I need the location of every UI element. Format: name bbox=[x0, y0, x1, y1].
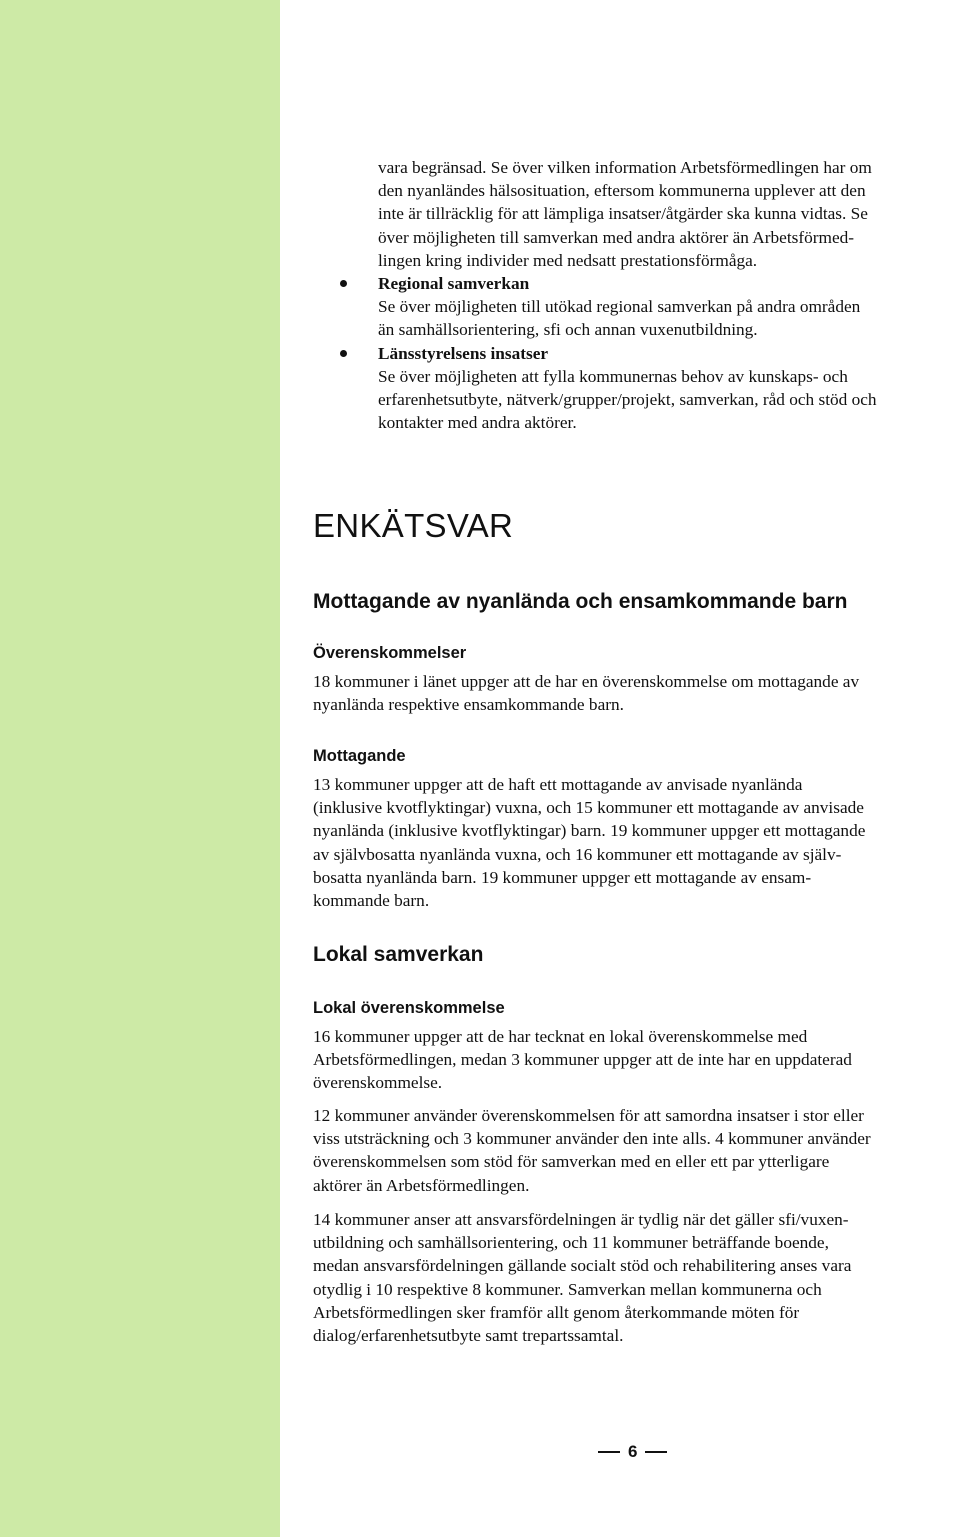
text-line: viss utsträckning och 3 kommuner använder den inte alls. 4 kommuner använder bbox=[313, 1129, 871, 1149]
bullet-line: Se över möjligheten till utökad regional samverkan på andra områden bbox=[378, 297, 861, 317]
bullet-line: erfarenhetsutbyte, nätverk/grupper/projekt, samverkan, råd och stöd och bbox=[378, 390, 877, 410]
text-line: inte är tillräcklig för att lämpliga insatser/åtgärder ska kunna vidtas. Se bbox=[378, 204, 868, 224]
text-line: lingen kring individer med nedsatt prestationsförmåga. bbox=[378, 250, 758, 270]
text-line: utbildning och samhällsorientering, och 11 kommuner beträffande boende, bbox=[313, 1233, 829, 1253]
bullet-line: kontakter med andra aktörer. bbox=[378, 413, 577, 433]
main-heading: ENKÄTSVAR bbox=[313, 507, 514, 544]
subsection-heading: Mottagande bbox=[313, 747, 406, 765]
text-line: otydlig i 10 respektive 8 kommuner. Samverkan mellan kommunerna och bbox=[313, 1279, 822, 1299]
intro-paragraph bbox=[378, 156, 958, 272]
text-line: av självbosatta nyanlända vuxna, och 16 kommuner ett mottagande av själv- bbox=[313, 844, 842, 864]
text-line: 14 kommuner anser att ansvarsfördelningen är tydlig när det gäller sfi/vuxen- bbox=[313, 1210, 849, 1229]
text-line: kommande barn. bbox=[313, 891, 430, 911]
text-line: nyanlända (inklusive kvotflyktingar) barn. 19 kommuner uppger ett mottagande bbox=[313, 821, 866, 841]
text-line: nyanlända respektive ensamkommande barn. bbox=[313, 695, 624, 715]
text-line: medan ansvarsfördelningen gällande socialt stöd och rehabilitering anses vara bbox=[313, 1256, 852, 1276]
list-item bbox=[313, 342, 958, 435]
body-paragraph bbox=[313, 1104, 958, 1197]
subsection-heading: Lokal överenskommelse bbox=[313, 999, 505, 1017]
page-number-text: 6 bbox=[628, 1442, 638, 1461]
page-number bbox=[598, 1440, 667, 1464]
text-line: överenskommelsen som stöd för samverkan med en eller ett par ytterligare bbox=[313, 1152, 830, 1172]
list-item bbox=[313, 272, 958, 342]
text-line: 18 kommuner i länet uppger att de har en överenskommelse om mottagande av bbox=[313, 672, 860, 691]
body-paragraph bbox=[313, 773, 958, 912]
section-heading: Lokal samverkan bbox=[313, 943, 484, 966]
text-line: dialog/erfarenhetsutbyte samt trepartssamtal. bbox=[313, 1326, 624, 1346]
text-line: över möjligheten till samverkan med andra aktörer än Arbetsförmed- bbox=[378, 227, 855, 247]
dash-decoration bbox=[598, 1451, 620, 1453]
text-line: överenskommelse. bbox=[313, 1073, 443, 1093]
text-line: Arbetsförmedlingen sker framför allt genom återkommande möten för bbox=[313, 1302, 800, 1322]
bullet-icon bbox=[340, 350, 347, 357]
body-paragraph bbox=[313, 670, 958, 716]
bullet-line: Se över möjligheten att fylla kommunernas behov av kunskaps- och bbox=[378, 366, 848, 386]
text-line: 13 kommuner uppger att de haft ett mottagande av anvisade nyanlända bbox=[313, 775, 803, 794]
text-line: aktörer än Arbetsförmedlingen. bbox=[313, 1175, 530, 1195]
body-paragraph bbox=[313, 1025, 958, 1095]
text-line: vara begränsad. Se över vilken information Arbetsförmedlingen har om bbox=[378, 158, 872, 177]
section-heading: Mottagande av nyanlända och ensamkommande barn bbox=[313, 590, 848, 613]
body-paragraph bbox=[313, 1208, 958, 1347]
bullet-line: än samhällsorientering, sfi och annan vuxenutbildning. bbox=[378, 320, 758, 340]
bullet-icon bbox=[340, 280, 347, 287]
text-line: 12 kommuner använder överenskommelsen för att samordna insatser i stor eller bbox=[313, 1106, 864, 1125]
text-line: bosatta nyanlända barn. 19 kommuner uppger ett mottagande av ensam- bbox=[313, 867, 812, 887]
bullet-title: Regional samverkan bbox=[378, 274, 530, 293]
text-line: 16 kommuner uppger att de har tecknat en lokal överenskommelse med bbox=[313, 1027, 808, 1046]
text-line: (inklusive kvotflyktingar) vuxna, och 15 kommuner ett mottagande av anvisade bbox=[313, 798, 864, 818]
text-line: den nyanländes hälsosituation, eftersom kommunerna upplever att den bbox=[378, 181, 866, 201]
text-line: Arbetsförmedlingen, medan 3 kommuner uppger att de inte har en uppdaterad bbox=[313, 1050, 852, 1070]
bullet-title: Länsstyrelsens insatser bbox=[378, 343, 549, 363]
dash-decoration bbox=[645, 1451, 667, 1453]
decorative-sidebar bbox=[0, 0, 280, 1537]
subsection-heading: Överenskommelser bbox=[313, 644, 467, 662]
recommendation-list bbox=[313, 272, 958, 434]
